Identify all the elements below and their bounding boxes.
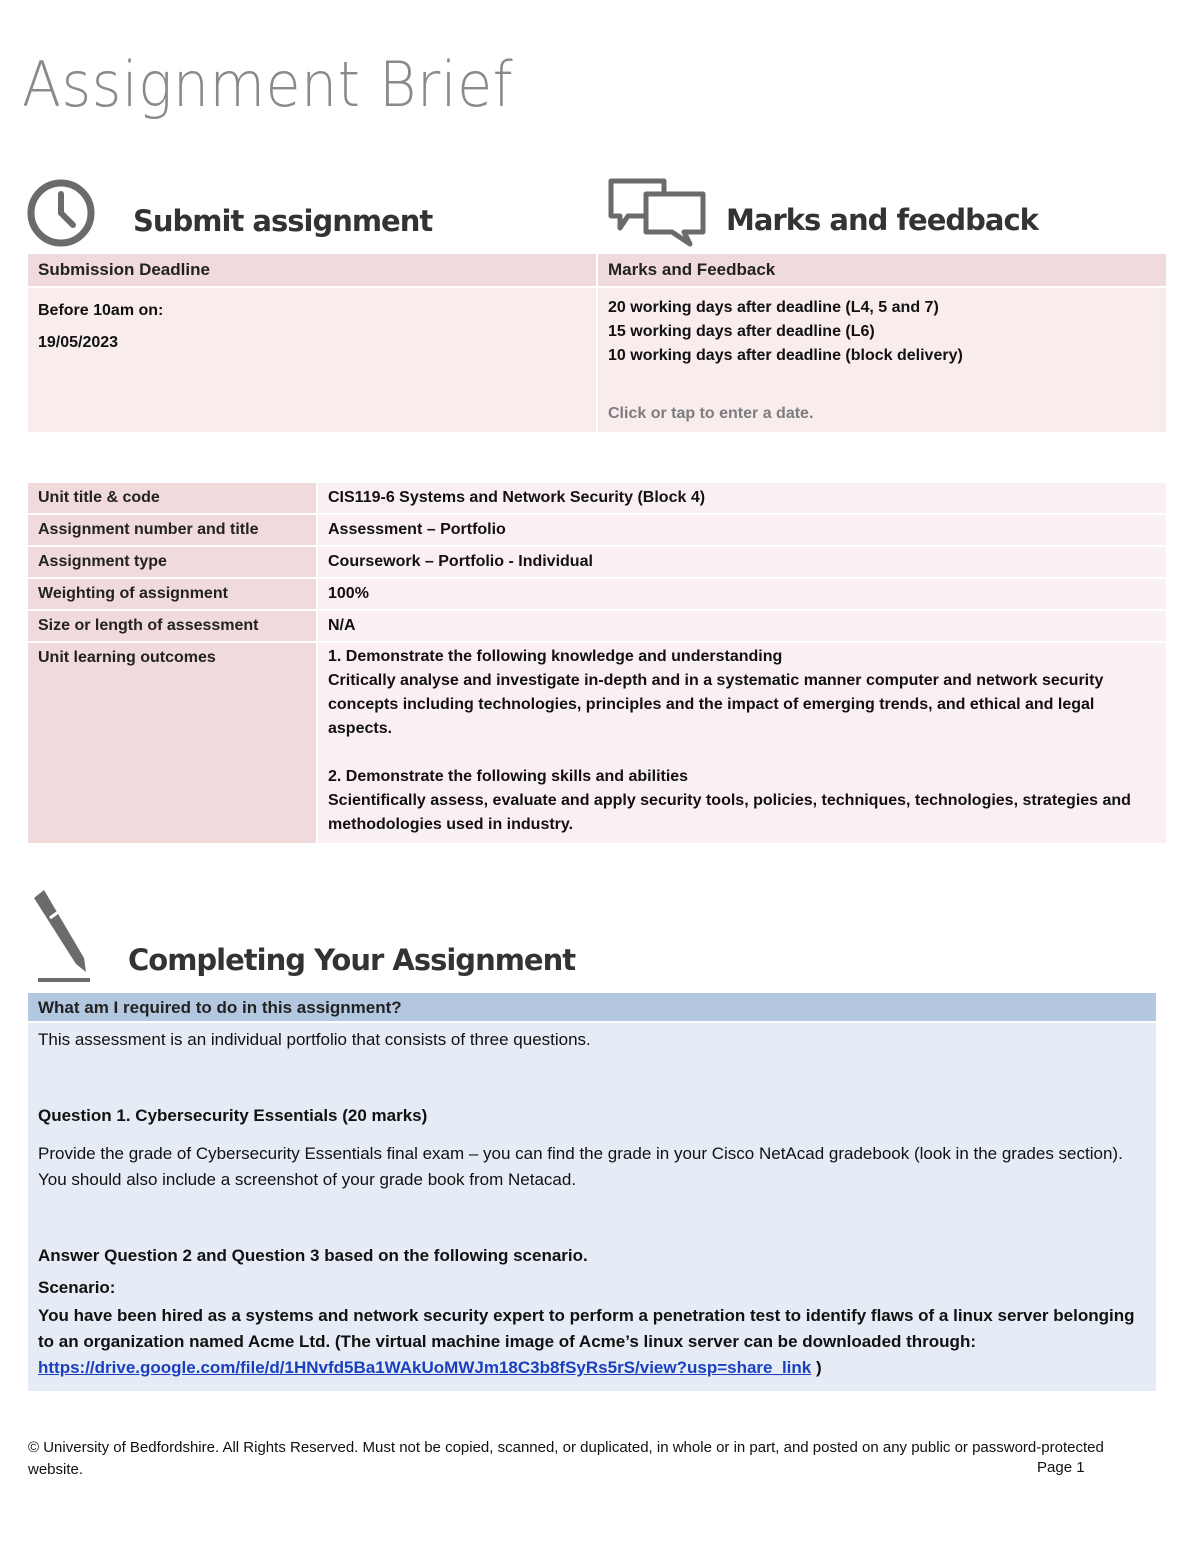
unit-title-label: Unit title & code [28, 483, 316, 513]
deadline-table [26, 252, 1168, 434]
outcome-1-title: 1. Demonstrate the following knowledge and understanding [328, 648, 783, 665]
outcome-2-title: 2. Demonstrate the following skills and abilities [328, 768, 689, 785]
unit-details-table [26, 481, 1168, 845]
assignment-number-value: Assessment – Portfolio [318, 515, 1166, 545]
unit-title-value: CIS119-6 Systems and Network Security (Block 4) [318, 483, 1166, 513]
question-1-title: Question 1. Cybersecurity Essentials (20 marks) [38, 1106, 428, 1125]
learning-outcomes-label: Unit learning outcomes [28, 643, 316, 843]
assignment-number-label: Assignment number and title [28, 515, 316, 545]
scenario-text: You have been hired as a systems and network security expert to perform a penetration test to identify flaws of a linux server belonging to an organization named Acme Ltd. (The virtual machine image of Acme’s linux server can be downloaded through: [38, 1306, 1135, 1351]
clock-icon [26, 178, 98, 253]
copyright-footer: © University of Bedfordshire. All Rights Reserved. Must not be copied, scanned, or duplicated, in whole or in part, and posted on any public or password-protected website. [28, 1439, 1104, 1478]
scenario-paragraph [38, 1303, 1142, 1381]
marks-cell [598, 288, 1166, 432]
scenario-closing: ) [815, 1358, 822, 1377]
learning-outcomes-value [318, 643, 1166, 843]
assignment-type-label: Assignment type [28, 547, 316, 577]
outcome-2-text: Scientifically assess, evaluate and apply security tools, policies, techniques, technologies, strategies and methodologies used in industry. [328, 792, 1131, 833]
question-2-3-title: Answer Question 2 and Question 3 based on the following scenario. [38, 1246, 588, 1265]
deadline-line: Before 10am on: [38, 302, 164, 319]
size-value: N/A [318, 611, 1166, 641]
assignment-type-value: Coursework – Portfolio - Individual [318, 547, 1166, 577]
chat-bubbles-icon [606, 176, 708, 253]
deadline-date: 19/05/2023 [38, 334, 119, 351]
size-label: Size or length of assessment [28, 611, 316, 641]
question-1-text: Provide the grade of Cybersecurity Essentials final exam – you can find the grade in your Cisco NetAcad gradebook (look in the grades section). You should also include a screenshot of your grade book from Netacad. [38, 1144, 1123, 1189]
marks-line: 15 working days after deadline (L6) [608, 323, 875, 340]
submit-heading: Submit assignment [133, 204, 433, 238]
completing-heading: Completing Your Assignment [128, 943, 576, 977]
assignment-body [28, 1023, 1156, 1391]
question-header: What am I required to do in this assignment? [28, 993, 1156, 1021]
deadline-cell [28, 288, 596, 432]
date-picker-placeholder[interactable]: Click or tap to enter a date. [608, 405, 814, 422]
marks-heading: Marks and feedback [726, 203, 1038, 237]
vm-download-link[interactable]: https://drive.google.com/file/d/1HNvfd5Ba1WAkUoMWJm18C3b8fSyRs5rS/view?usp=share_link [38, 1358, 812, 1377]
intro-text: This assessment is an individual portfolio that consists of three questions. [38, 1030, 591, 1049]
pen-icon [30, 888, 94, 989]
marks-feedback-header: Marks and Feedback [598, 254, 1166, 286]
weighting-value: 100% [318, 579, 1166, 609]
document-title: Assignment Brief [22, 48, 514, 121]
outcome-1-text: Critically analyse and investigate in-depth and in a systematic manner computer and network security concepts including technologies, principles and the impact of emerging trends, and ethical and legal aspects. [328, 672, 1104, 737]
marks-line: 20 working days after deadline (L4, 5 and 7) [608, 299, 939, 316]
scenario-label: Scenario: [38, 1278, 116, 1297]
submission-deadline-header: Submission Deadline [28, 254, 596, 286]
marks-line: 10 working days after deadline (block delivery) [608, 347, 963, 364]
page-number: Page 1 [1037, 1459, 1085, 1476]
weighting-label: Weighting of assignment [28, 579, 316, 609]
